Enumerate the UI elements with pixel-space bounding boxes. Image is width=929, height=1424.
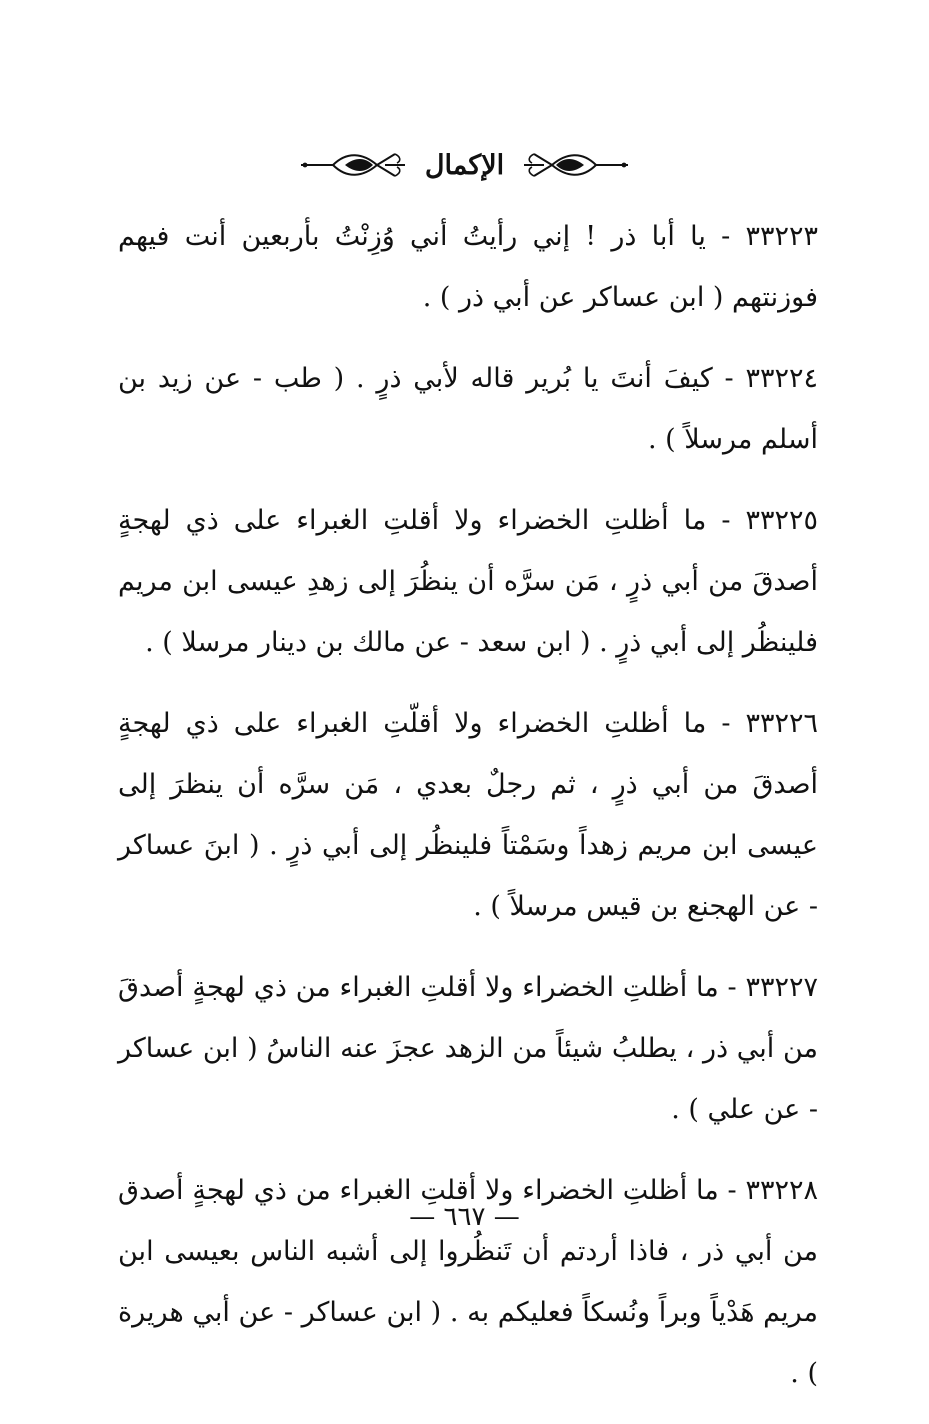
- page-title: الإكمال: [424, 149, 505, 181]
- left-ornament-icon: [299, 149, 409, 181]
- page-number: — ٦٦٧ —: [409, 1202, 520, 1232]
- hadith-number: ٣٣٢٢٤: [745, 363, 818, 394]
- entry-dash: -: [706, 505, 731, 536]
- hadith-entry-33223: [118, 206, 818, 328]
- right-ornament-icon: [520, 149, 630, 181]
- hadith-number: ٣٣٢٢٦: [745, 708, 818, 739]
- entry-dash: -: [706, 708, 731, 739]
- hadith-number: ٣٣٢٢٣: [745, 221, 818, 252]
- hadith-text: ما أظلتِ الخضراء ولا أقلّتِ الغبراء على ذي لهجةٍ أصدقَ من أبي ذرٍ ، ثم رجلٌ بعدي ، مَن سرَّه أن ينظرَ إلى عيسى ابن مريم زهداً وسَمْتاً فلينظُر إلى أبي ذرٍ . ( ابنَ عساكر - عن الهجنع بن قيس مرسلاً ) .: [118, 708, 818, 922]
- hadith-entry-33228: [118, 1160, 818, 1404]
- entry-dash: -: [705, 221, 731, 252]
- hadith-entry-33224: [118, 348, 818, 470]
- hadith-text: يا أبا ذر ! إني رأيتُ أني وُزِنْتُ بأربعين أنت فيهم فوزنتهم ( ابن عساكر عن أبي ذر ) .: [118, 221, 818, 313]
- entry-dash: -: [718, 972, 737, 1003]
- hadith-text: ما أظلتِ الخضراء ولا أقلتِ الغبراء من ذي لهجةٍ أصدق من أبي ذر ، فاذا أردتم أن تَنظُروا إلى أشبه الناس بعيسى ابن مريم هَدْياً وبراً ونُسكاً فعليكم به . ( ابن عساكر - عن أبي هريرة ) .: [118, 1175, 818, 1389]
- hadith-entry-33226: [118, 693, 818, 937]
- hadith-text: كيفَ أنتَ يا بُرير قاله لأبي ذرٍ . ( طب - عن زيد بن أسلم مرسلاً ) .: [118, 363, 818, 455]
- hadith-list: [118, 206, 818, 1424]
- hadith-number: ٣٣٢٢٧: [745, 972, 818, 1003]
- hadith-text: ما أظلتِ الخضراء ولا أقلتِ الغبراء على ذي لهجةٍ أصدقَ من أبي ذرٍ ، مَن سرَّه أن ينظُرَ إلى زهدِ عيسى ابن مريم فلينظُر إلى أبي ذرٍ . ( ابن سعد - عن مالك بن دينار مرسلا ) .: [118, 505, 818, 658]
- entry-dash: -: [712, 363, 734, 394]
- entry-dash: -: [718, 1175, 737, 1206]
- hadith-number: ٣٣٢٢٨: [745, 1175, 818, 1206]
- hadith-text: ما أظلتِ الخضراء ولا أقلتِ الغبراء من ذي لهجةٍ أصدقَ من أبي ذر ، يطلبُ شيئاً من الزهد عجزَ عنه الناسُ ( ابن عساكر - عن علي ) .: [118, 972, 818, 1125]
- page-header: [0, 143, 929, 187]
- hadith-entry-33225: [118, 490, 818, 673]
- hadith-entry-33227: [118, 957, 818, 1140]
- hadith-number: ٣٣٢٢٥: [745, 505, 818, 536]
